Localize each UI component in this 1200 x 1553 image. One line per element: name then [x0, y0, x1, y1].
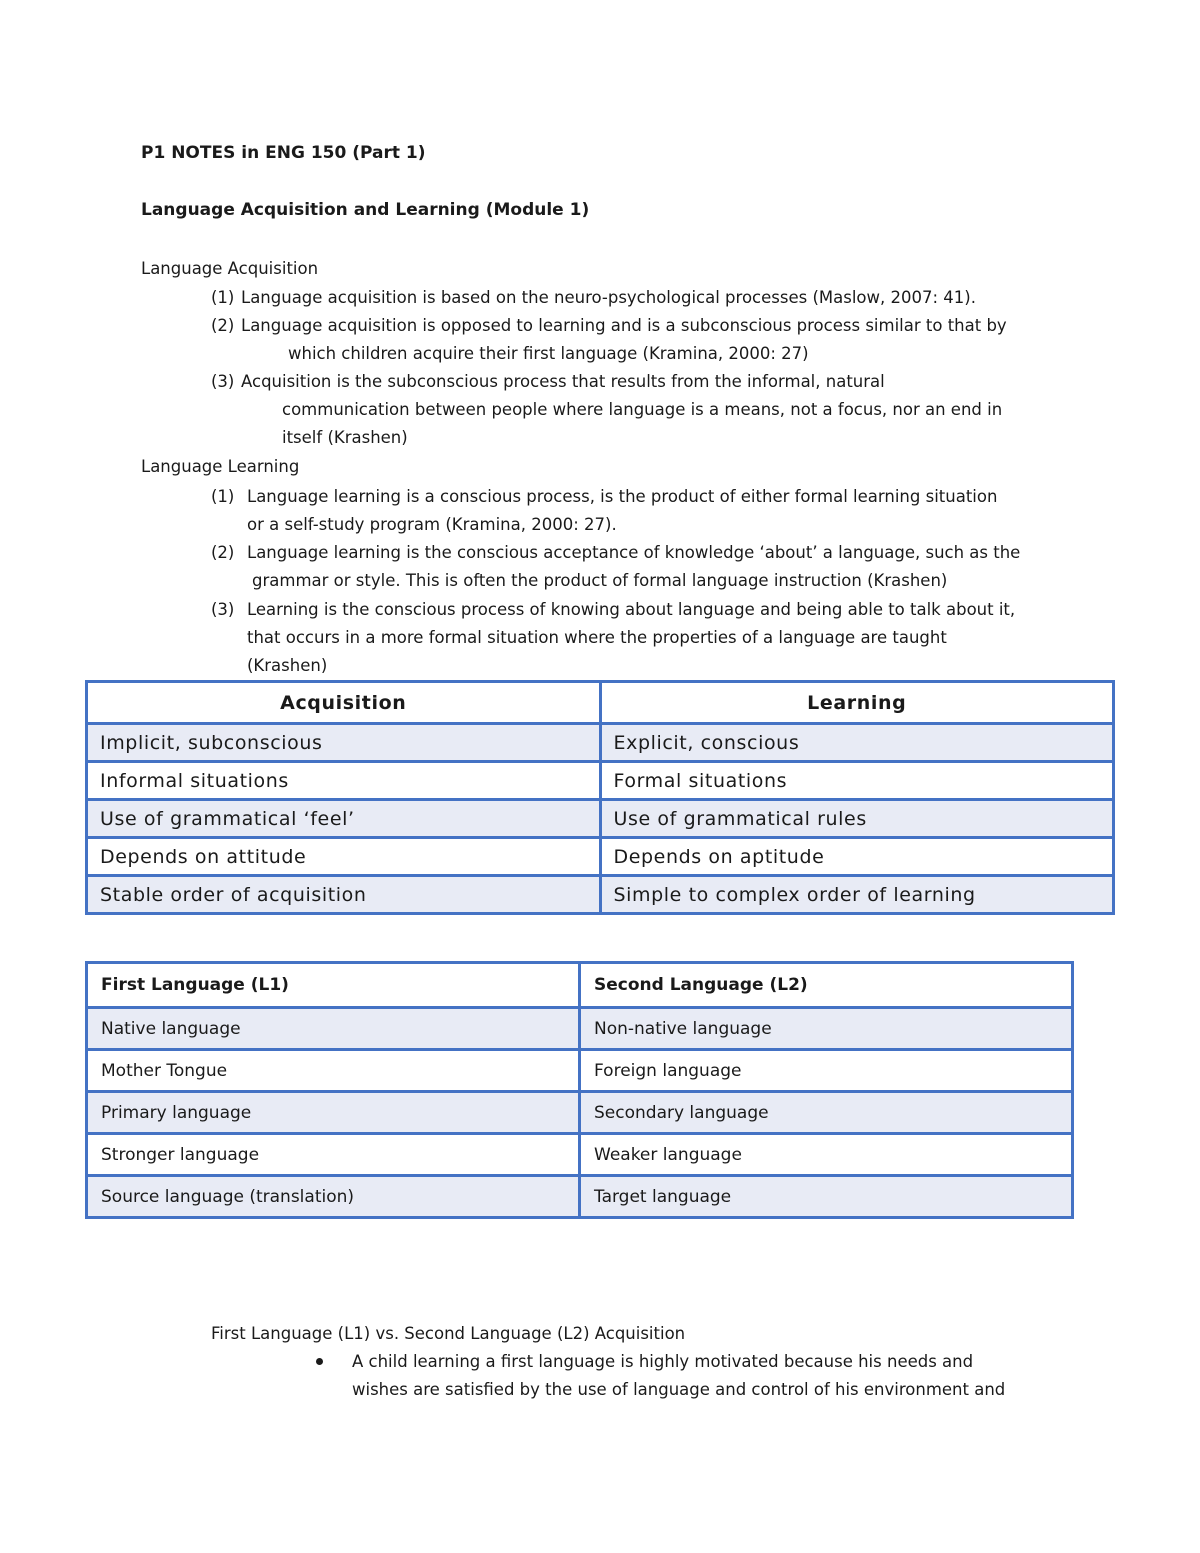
- table-row: [87, 762, 1114, 800]
- section-heading: Language Acquisition and Learning (Module 1): [141, 200, 590, 220]
- list-item-number: (3): [211, 372, 235, 391]
- table-row: [87, 1176, 1073, 1218]
- table-header-row: [87, 963, 1073, 1008]
- table-cell: Depends on aptitude: [600, 838, 1114, 876]
- table-cell: Secondary language: [580, 1092, 1073, 1134]
- table-cell: Depends on attitude: [87, 838, 601, 876]
- table-row: [87, 800, 1114, 838]
- table-header-cell: Second Language (L2): [580, 963, 1073, 1008]
- list-item-text: that occurs in a more formal situation where the properties of a language are taught: [247, 628, 947, 647]
- table-cell: Informal situations: [87, 762, 601, 800]
- list-item-text: Language acquisition is based on the neuro-psychological processes (Maslow, 2007: 41).: [241, 288, 976, 307]
- table-row: [87, 876, 1114, 914]
- table-row: [87, 1092, 1073, 1134]
- table-row: [87, 838, 1114, 876]
- list-item-text: which children acquire their first language (Kramina, 2000: 27): [288, 344, 809, 363]
- table-cell: Stable order of acquisition: [87, 876, 601, 914]
- table-cell: Non-native language: [580, 1008, 1073, 1050]
- bullet-text: wishes are satisfied by the use of language and control of his environment and: [352, 1380, 1006, 1399]
- table-header-cell: Acquisition: [87, 682, 601, 724]
- table-header-row: [87, 682, 1114, 724]
- table-header-cell: Learning: [600, 682, 1114, 724]
- list-item-text: Language learning is a conscious process, is the product of either formal learning situation: [247, 487, 998, 506]
- list-item-text: (Krashen): [247, 656, 328, 675]
- list-item-text: Language learning is the conscious acceptance of knowledge ‘about’ a language, such as the: [247, 543, 1021, 562]
- list-item-text: grammar or style. This is often the product of formal language instruction (Krashen): [252, 571, 948, 590]
- acquisition-vs-learning-table: [85, 680, 1115, 915]
- table-cell: Foreign language: [580, 1050, 1073, 1092]
- table-cell: Weaker language: [580, 1134, 1073, 1176]
- bullet-text: A child learning a first language is highly motivated because his needs and: [352, 1352, 974, 1371]
- l1-vs-l2-table: [85, 961, 1074, 1219]
- table-cell: Use of grammatical ‘feel’: [87, 800, 601, 838]
- list-item-text: or a self-study program (Kramina, 2000: 27).: [247, 515, 617, 534]
- table-row: [87, 1050, 1073, 1092]
- table-cell: Mother Tongue: [87, 1050, 580, 1092]
- table-cell: Source language (translation): [87, 1176, 580, 1218]
- list-item-text: Language acquisition is opposed to learning and is a subconscious process similar to that by: [241, 316, 1007, 335]
- list-item-text: communication between people where language is a means, not a focus, nor an end in: [282, 400, 1003, 419]
- bullet-icon: [316, 1358, 323, 1365]
- list-item-text: Acquisition is the subconscious process that results from the informal, natural: [241, 372, 885, 391]
- list-item-number: (2): [211, 543, 235, 562]
- list-item-number: (2): [211, 316, 235, 335]
- learning-heading: Language Learning: [141, 457, 300, 476]
- list-item-text: Learning is the conscious process of knowing about language and being able to talk about it,: [247, 600, 1016, 619]
- table-row: [87, 724, 1114, 762]
- table-row: [87, 1134, 1073, 1176]
- list-item-text: itself (Krashen): [282, 428, 408, 447]
- table-cell: Stronger language: [87, 1134, 580, 1176]
- table-cell: Primary language: [87, 1092, 580, 1134]
- table-cell: Implicit, subconscious: [87, 724, 601, 762]
- table-cell: Formal situations: [600, 762, 1114, 800]
- page-title: P1 NOTES in ENG 150 (Part 1): [141, 143, 426, 163]
- table-cell: Simple to complex order of learning: [600, 876, 1114, 914]
- table-cell: Target language: [580, 1176, 1073, 1218]
- acquisition-heading: Language Acquisition: [141, 259, 319, 278]
- table-cell: Native language: [87, 1008, 580, 1050]
- table-row: [87, 1008, 1073, 1050]
- table-header-cell: First Language (L1): [87, 963, 580, 1008]
- table-cell: Use of grammatical rules: [600, 800, 1114, 838]
- list-item-number: (1): [211, 487, 235, 506]
- l1-vs-l2-heading: First Language (L1) vs. Second Language (L2) Acquisition: [211, 1324, 686, 1343]
- table-cell: Explicit, conscious: [600, 724, 1114, 762]
- list-item-number: (1): [211, 288, 235, 307]
- list-item-number: (3): [211, 600, 235, 619]
